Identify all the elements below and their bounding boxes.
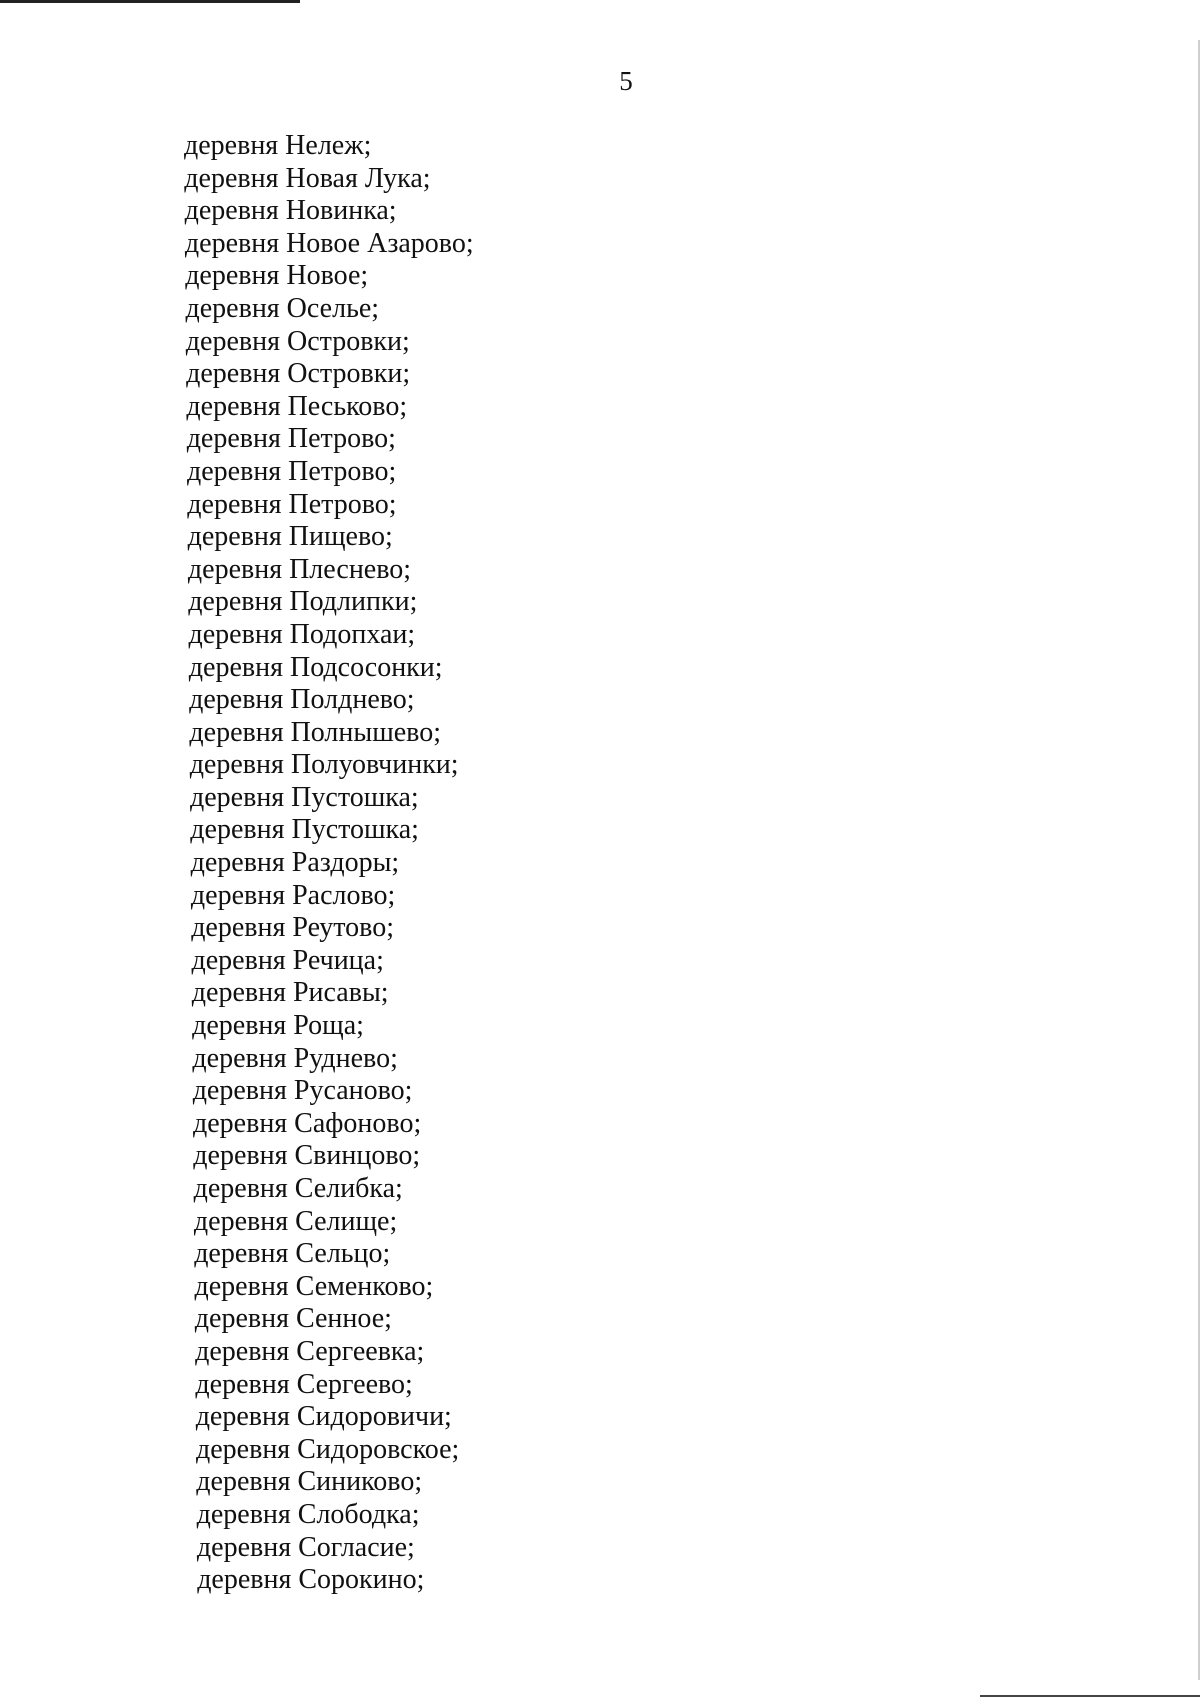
village-list-item: деревня Пищево;	[187, 521, 393, 553]
village-list	[184, 130, 474, 1597]
village-list-item: деревня Подлипки;	[188, 586, 418, 618]
village-list-item: деревня Сидоровичи;	[195, 1401, 452, 1433]
village-list-item: деревня Сенное;	[194, 1303, 392, 1335]
village-list-item: деревня Сергеевка;	[195, 1335, 425, 1367]
village-list-item: деревня Пустошка;	[190, 814, 419, 846]
village-list-item: деревня Слободка;	[196, 1498, 420, 1530]
village-list-item: деревня Раздоры;	[190, 847, 400, 879]
village-list-item: деревня Полднево;	[189, 684, 415, 716]
village-list-item: деревня Полнышево;	[189, 716, 441, 748]
village-list-item: деревня Сергеево;	[195, 1368, 413, 1400]
village-list-item: деревня Сорокино;	[197, 1564, 425, 1596]
village-list-item: деревня Полуовчинки;	[189, 749, 459, 781]
village-list-item: деревня Раслово;	[190, 879, 396, 911]
village-list-item: деревня Пустошка;	[190, 781, 419, 813]
village-list-item: деревня Петрово;	[187, 455, 397, 487]
village-list-item: деревня Русаново;	[192, 1075, 413, 1107]
village-list-item: деревня Подопхаи;	[188, 618, 416, 650]
village-list-item: деревня Новинка;	[184, 195, 397, 227]
village-list-item: деревня Роща;	[192, 1010, 364, 1042]
village-list-item: деревня Новое;	[185, 260, 369, 292]
village-list-item: деревня Селибка;	[193, 1173, 403, 1204]
village-list-item: деревня Руднево;	[192, 1042, 398, 1074]
village-list-item: деревня Островки;	[186, 358, 411, 390]
village-list-item: деревня Семенково;	[194, 1270, 434, 1302]
village-list-item: деревня Сафоново;	[193, 1107, 422, 1139]
village-list-item: деревня Согласие;	[196, 1531, 415, 1563]
village-list-item: деревня Селище;	[193, 1205, 398, 1237]
village-list-item: деревня Петрово;	[186, 423, 396, 455]
village-list-item: деревня Синиково;	[196, 1466, 423, 1498]
village-list-item: деревня Нележ;	[184, 130, 372, 161]
village-list-item: деревня Петрово;	[187, 488, 397, 520]
village-list-item: деревня Свинцово;	[193, 1140, 421, 1172]
village-list-item: деревня Песьково;	[186, 390, 408, 422]
village-list-item: деревня Островки;	[185, 325, 410, 357]
village-list-item: деревня Рисавы;	[191, 977, 389, 1009]
village-list-item: деревня Речица;	[191, 944, 384, 976]
village-list-item: деревня Новое Азарово;	[184, 227, 474, 259]
village-list-item: деревня Новая Лука;	[184, 162, 431, 194]
page-number: 5	[619, 66, 633, 96]
village-list-item: деревня Сельцо;	[194, 1238, 391, 1270]
village-list-item: деревня Реутово;	[191, 912, 394, 944]
village-list-item: деревня Сидоровское;	[196, 1433, 460, 1465]
scan-edge-line-top	[0, 0, 300, 3]
village-list-item: деревня Оселье;	[185, 292, 380, 324]
village-list-item: деревня Подсосонки;	[188, 651, 443, 683]
village-list-item: деревня Плеснево;	[187, 553, 412, 585]
